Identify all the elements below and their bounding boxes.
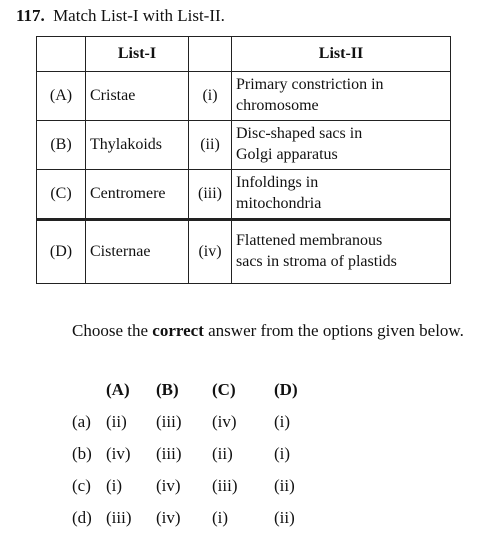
row-description (232, 72, 451, 121)
row-description (232, 220, 451, 284)
table-row (37, 220, 451, 284)
option-value: (i) (106, 476, 123, 495)
question-heading (16, 6, 225, 26)
option-row[interactable] (72, 438, 324, 470)
option-label: (b) (72, 444, 92, 463)
option-value: (iv) (156, 476, 181, 495)
row-term: Cristae (86, 72, 189, 121)
instruction-after: answer from the options given below. (208, 321, 464, 340)
row-numeral: (iii) (189, 170, 232, 220)
row-term: Centromere (86, 170, 189, 220)
list2-header: List-II (232, 37, 451, 72)
option-value: (iv) (106, 444, 131, 463)
row-letter: (D) (37, 220, 86, 284)
options-header-d: (D) (274, 380, 298, 399)
option-value: (i) (212, 508, 229, 527)
row-numeral: (ii) (189, 121, 232, 170)
question-text: Match List-I with List-II. (53, 6, 225, 25)
description-line: chromosome (236, 97, 319, 114)
option-label: (d) (72, 508, 92, 527)
option-row[interactable] (72, 470, 324, 502)
match-table (36, 36, 451, 284)
description-line: Golgi apparatus (236, 146, 338, 163)
instruction-bold: correct (152, 321, 204, 340)
instruction-text (72, 320, 474, 342)
option-value: (iii) (106, 508, 132, 527)
options-header-a: (A) (106, 380, 130, 399)
option-value: (ii) (212, 444, 233, 463)
description-line: Disc-shaped sacs in (236, 125, 363, 143)
table-header-row (37, 37, 451, 72)
row-letter: (B) (37, 121, 86, 170)
option-value: (iii) (156, 444, 182, 463)
row-letter: (C) (37, 170, 86, 220)
option-row[interactable] (72, 502, 324, 534)
row-numeral: (iv) (189, 220, 232, 284)
option-value: (iii) (156, 412, 182, 431)
table-row (37, 121, 451, 170)
description-line: Primary constriction in (236, 76, 384, 94)
answer-options (72, 374, 324, 534)
row-letter: (A) (37, 72, 86, 121)
option-value: (ii) (106, 412, 127, 431)
header-empty-cell (189, 37, 232, 72)
description-line: Infoldings in (236, 174, 319, 192)
options-header-row (72, 374, 324, 406)
option-row[interactable] (72, 406, 324, 438)
table-row (37, 72, 451, 121)
option-value: (i) (274, 412, 291, 431)
row-numeral: (i) (189, 72, 232, 121)
table-row (37, 170, 451, 220)
option-value: (iii) (212, 476, 238, 495)
option-label: (a) (72, 412, 91, 431)
option-value: (iv) (156, 508, 181, 527)
description-line: Flattened membranous (236, 232, 383, 250)
list1-header: List-I (86, 37, 189, 72)
row-term: Cisternae (86, 220, 189, 284)
option-label: (c) (72, 476, 91, 495)
description-line: sacs in stroma of plastids (236, 253, 397, 270)
options-header-b: (B) (156, 380, 179, 399)
option-value: (i) (274, 444, 291, 463)
row-description (232, 170, 451, 220)
option-value: (iv) (212, 412, 237, 431)
option-value: (ii) (274, 508, 295, 527)
header-empty-cell (37, 37, 86, 72)
description-line: mitochondria (236, 195, 322, 212)
row-term: Thylakoids (86, 121, 189, 170)
row-description (232, 121, 451, 170)
option-value: (ii) (274, 476, 295, 495)
instruction-before: Choose the (72, 321, 149, 340)
question-number: 117. (16, 6, 45, 25)
options-header-c: (C) (212, 380, 236, 399)
